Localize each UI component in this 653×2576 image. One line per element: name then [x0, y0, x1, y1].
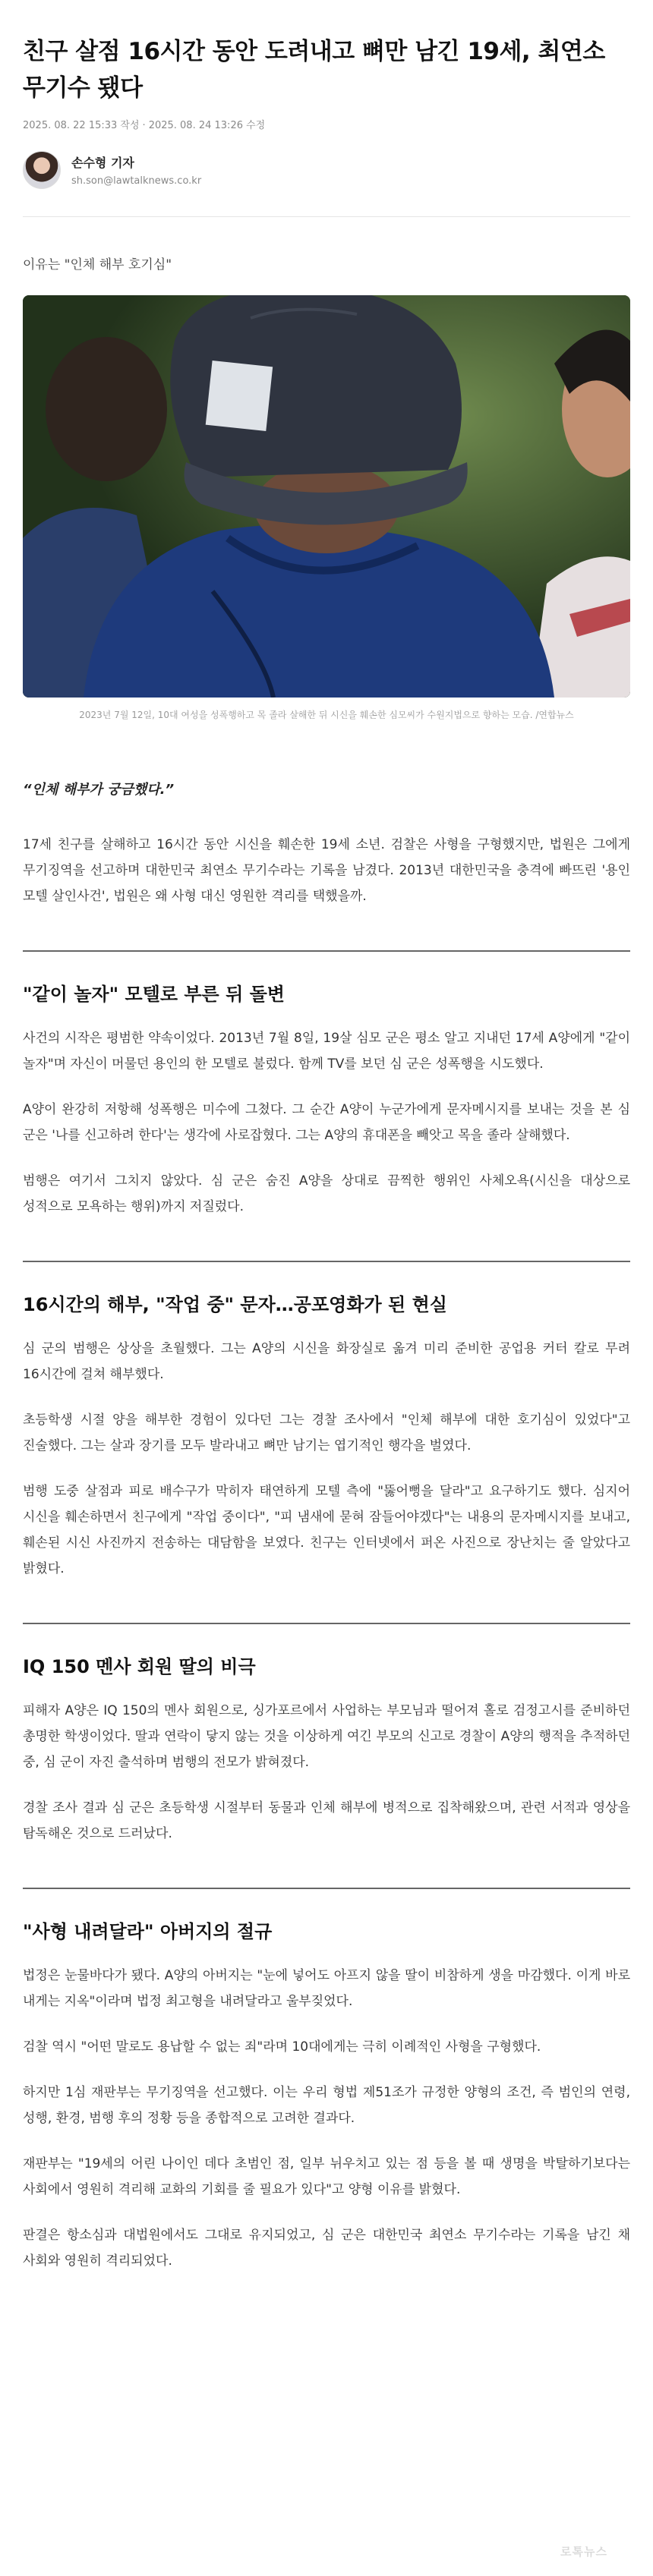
section-paragraph: 검찰 역시 "어떤 말로도 용납할 수 없는 죄"라며 10대에게는 극히 이례적인 사형을 구형했다. [23, 2039, 541, 2055]
article-title: 친구 살점 16시간 동안 도려내고 뼈만 남긴 19세, 최연소 무기수 됐다 [23, 38, 605, 102]
section-paragraph: 범행은 여기서 그치지 않았다. 심 군은 숨진 A양을 상대로 끔찍한 행위인 사체오욕(시신을 대상으로 성적으로 모욕하는 행위)까지 저질렀다. [23, 1173, 630, 1214]
section-paragraph: 범행 도중 살점과 피로 배수구가 막히자 태연하게 모텔 측에 "뚫어뻥을 달라"고 요구하기도 했다. 심지어 시신을 훼손하면서 친구에게 "작업 중이다", "피 냄새에 묻혀 잠들어야겠다"는 내용의 문자메시지를 보내고, 훼손된 시신 사진까지 전송하는 대담함을 보였다. 친구는 인터넷에서 퍼온 사진으로 장난치는 줄 알았다고 밝혔다. [23, 1484, 630, 1576]
article-photo [23, 295, 630, 698]
section-heading: 16시간의 해부, "작업 중" 문자…공포영화가 된 현실 [23, 1294, 447, 1315]
section-divider [23, 1888, 630, 1889]
photo-illustration [23, 295, 630, 698]
section-paragraph: 경찰 조사 결과 심 군은 초등학생 시절부터 동물과 인체 해부에 병적으로 집착해왔으며, 관련 서적과 영상을 탐독해온 것으로 드러났다. [23, 1800, 630, 1841]
section-paragraph: 초등학생 시절 양을 해부한 경험이 있다던 그는 경찰 조사에서 "인체 해부에 대한 호기심이 있었다"고 진술했다. 그는 살과 장기를 모두 발라내고 뼈만 남기는 엽기적인 행각을 벌였다. [23, 1412, 630, 1453]
section-paragraph: 법정은 눈물바다가 됐다. A양의 아버지는 "눈에 넣어도 아프지 않을 딸이 비참하게 생을 마감했다. 이게 바로 내게는 지옥"이라며 법정 최고형을 내려달라고 울부짖었다. [23, 1968, 630, 2009]
article-meta [23, 117, 630, 131]
section-divider [23, 950, 630, 952]
pull-quote: “인체 해부가 궁금했다.” [23, 782, 175, 798]
meta-separator: · [142, 120, 146, 131]
section-paragraph: A양이 완강히 저항해 성폭행은 미수에 그쳤다. 그 순간 A양이 누군가에게 문자메시지를 보내는 것을 본 심 군은 '나를 신고하려 한다'는 생각에 사로잡혔다. 그는 A양의 휴대폰을 빼앗고 목을 졸라 살해했다. [23, 1102, 630, 1143]
author-name[interactable]: 손수형 기자 [71, 156, 134, 170]
section-paragraph: 피해자 A양은 IQ 150의 멘사 회원으로, 싱가포르에서 사업하는 부모님과 떨어져 홀로 검정고시를 준비하던 총명한 학생이었다. 딸과 연락이 닿지 않는 것을 이상하게 여긴 부모의 신고로 경찰이 A양의 행적을 추적하던 중, 심 군이 자진 출석하며 범행의 전모가 밝혀졌다. [23, 1703, 630, 1770]
section-paragraph: 하지만 1심 재판부는 무기징역을 선고했다. 이는 우리 형법 제51조가 규정한 양형의 조건, 즉 범인의 연령, 성행, 환경, 범행 후의 정황 등을 종합적으로 고려한 결과다. [23, 2085, 630, 2126]
section-paragraph: 심 군의 범행은 상상을 초월했다. 그는 A양의 시신을 화장실로 옮겨 미리 준비한 공업용 커터 칼로 무려 16시간에 걸쳐 해부했다. [23, 1341, 630, 1382]
author-email[interactable]: sh.son@lawtalknews.co.kr [71, 175, 202, 187]
section-heading: "사형 내려달라" 아버지의 절규 [23, 1921, 273, 1942]
created-date: 2025. 08. 22 15:33 작성 [23, 120, 140, 131]
intro-paragraph: 17세 친구를 살해하고 16시간 동안 시신을 훼손한 19세 소년. 검찰은 사형을 구형했지만, 법원은 그에게 무기징역을 선고하며 대한민국 최연소 무기수라는 기록을 남겼다. 2013년 대한민국을 충격에 빠뜨린 '용인 모텔 살인사건', 법원은 왜 사형 대신 영원한 격리를 택했을까. [23, 837, 630, 904]
article-subhead: 이유는 "인체 해부 호기심" [23, 257, 172, 272]
section-heading: IQ 150 멘사 회원 딸의 비극 [23, 1656, 256, 1677]
author-avatar [23, 151, 61, 189]
section-divider [23, 1623, 630, 1624]
author-block[interactable] [23, 151, 630, 189]
section-paragraph: 판결은 항소심과 대법원에서도 그대로 유지되었고, 심 군은 대한민국 최연소 무기수라는 기록을 남긴 채 사회와 영원히 격리되었다. [23, 2228, 630, 2269]
section-heading: "같이 놀자" 모텔로 부른 뒤 돌변 [23, 984, 285, 1005]
section-paragraph: 재판부는 "19세의 어린 나이인 데다 초범인 점, 일부 뉘우치고 있는 점 등을 볼 때 생명을 박탈하기보다는 사회에서 영원히 격리해 교화의 기회를 줄 필요가 있다"고 양형 이유를 밝혔다. [23, 2156, 630, 2197]
header-divider [23, 216, 630, 217]
section-paragraph: 사건의 시작은 평범한 약속이었다. 2013년 7월 8일, 19살 심모 군은 평소 알고 지내던 17세 A양에게 "같이 놀자"며 자신이 머물던 용인의 한 모텔로 불렀다. 함께 TV를 보던 심 군은 성폭행을 시도했다. [23, 1031, 630, 1072]
site-logo: 로톡뉴스 [560, 2545, 607, 2559]
modified-date: 2025. 08. 24 13:26 수정 [148, 120, 266, 131]
photo-caption: 2023년 7월 12일, 10대 여성을 성폭행하고 목 졸라 살해한 뒤 시신을 훼손한 심모씨가 수원지법으로 향하는 모습. /연합뉴스 [79, 710, 574, 720]
section-divider [23, 1261, 630, 1262]
